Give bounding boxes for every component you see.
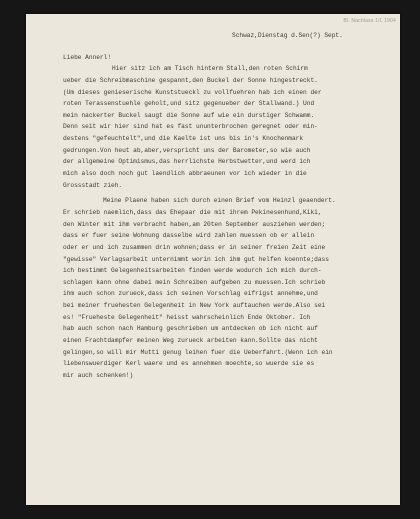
text-line: ihm auch schon zurueck,dass ich seinen Vorschlag eifrigst annehme,und	[63, 290, 318, 298]
paragraph-1	[63, 63, 393, 191]
letter-sheet	[26, 14, 400, 505]
text-line: gedrungen.Von heut ab,aber,verspricht uns der Barometer,so wie auch	[63, 146, 311, 154]
text-line: "gewisse" Verlagsarbeit unternimmt worin ich ihm gut helfen koennte;dass	[63, 255, 329, 263]
text-line: Meine Plaene haben sich durch einen Brief vom Heinzl geaendert.	[103, 197, 336, 205]
text-line: der allgemeine Optimismus,das herrlichste Herbstwetter,und werd ich	[63, 158, 311, 166]
text-line: ich bestimmt Gelegenheitsarbeiten finden werde wodurch ich mich durch-	[63, 267, 322, 275]
text-line: dass er fuer seine Wohnung dasselbe wird zahlen muessen ob er allein	[63, 232, 315, 240]
text-line: Er schrieb naemlich,dass das Ehepaar die mit ihrem Pekinesenhund,Kiki,	[63, 208, 322, 216]
text-line: mir auch schenken!)	[63, 371, 134, 379]
text-line: den Winter mit ihm verbracht haben,am 20ten September ausziehen werden;	[63, 220, 326, 228]
letter-body	[63, 30, 393, 382]
text-line: Hier sitz ich am Tisch hinterm Stall,den roten Schirm	[112, 65, 308, 73]
text-line: mich also doch noch gut laendlich abbraeunen vor ich wieder in die	[63, 170, 307, 178]
text-line: destens "gefeuchtelt",und die Kaelte ist uns bis in's Knochenmark	[63, 135, 304, 143]
text-line: roten Terassenstuehle geholt,und sitz gegenueber der Stallwand.) Und	[63, 100, 315, 108]
paragraph-2	[63, 195, 393, 381]
letter-salutation: Liebe Annerl!	[63, 53, 112, 61]
text-line: ueber die Schreibmaschine gespannt,den Buckel der Sonne hingestreckt.	[63, 76, 318, 84]
text-line: (Um dieses genieserische Kunststueckl zu vollfuehren hab ich einen der	[63, 88, 322, 96]
text-line: bei meiner fruehesten Gelegenheit in New York auftauchen werde.Also sei	[63, 302, 326, 310]
letter-date: Schwaz,Dienstag d.Sen(?) Sept.	[232, 32, 343, 39]
text-line: es! "Frueheste Gelegenheit" heisst wahrscheinlich Ende Oktober. Ich	[63, 313, 311, 321]
text-line: gelingen,so will mir Mutti genug leihen fuer die Ueberfahrt.(Wenn ich ein	[63, 348, 333, 356]
text-line: mein nackerter Buckel saugt die Sonne auf wie ein durstiger Schwamm.	[63, 111, 315, 119]
text-line: oder er und ich zusammen drin wohnen;dass er in seiner freien Zeit eine	[63, 243, 326, 251]
text-line: hab auch schon nach Hamburg geschrieben um antdecken ob ich nicht auf	[63, 325, 318, 333]
text-line: Grossstadt zieh.	[63, 181, 123, 189]
text-line: Denn seit wir hier sind hat es fast ununterbrochen geregnet oder min-	[63, 123, 318, 131]
text-line: schlagen kann ohne dabei mein Schreiben aufgeben zu muessen.Ich schrieb	[63, 278, 326, 286]
text-line: liebenswuerdiger Kerl waere und es annehmen moechte,so wuerde sie es	[63, 360, 315, 368]
archive-note: Bl. Nachlass 1/L 1904	[343, 18, 396, 24]
text-line: einen Frachtdampfer meinen Weg zurueck arbeiten kann.Sollte das nicht	[63, 337, 318, 345]
